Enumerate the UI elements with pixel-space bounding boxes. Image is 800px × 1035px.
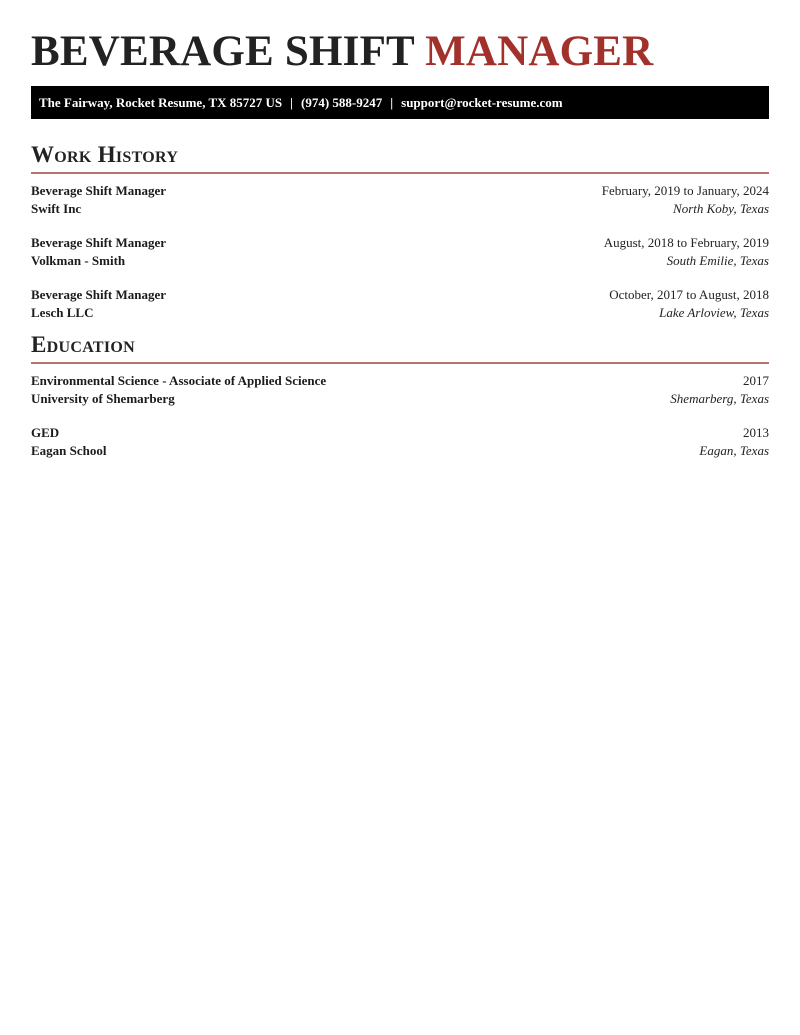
job-title: Beverage Shift Manager	[31, 287, 167, 302]
work-entry	[31, 286, 769, 321]
job-dates: August, 2018 to February, 2019	[603, 235, 769, 250]
section-divider	[31, 362, 769, 364]
work-history-section	[31, 141, 769, 321]
school-location: Shemarberg, Texas	[670, 390, 769, 406]
contact-separator: |	[390, 95, 394, 110]
title-accent: MANAGER	[425, 28, 654, 75]
job-title: Beverage Shift Manager	[31, 183, 167, 198]
section-divider	[31, 172, 769, 174]
work-entry	[31, 234, 769, 269]
graduation-year: 2017	[743, 373, 769, 388]
school-location: Eagan, Texas	[699, 442, 769, 458]
school-name: Eagan School	[31, 442, 107, 458]
contact-phone: (974) 588-9247	[301, 95, 383, 110]
school-name: University of Shemarberg	[31, 390, 175, 406]
job-title: Beverage Shift Manager	[31, 235, 167, 250]
degree-name: GED	[31, 425, 60, 440]
title-main: BEVERAGE SHIFT	[31, 28, 415, 75]
company-name: Swift Inc	[31, 200, 82, 216]
job-dates: October, 2017 to August, 2018	[609, 287, 769, 302]
graduation-year: 2013	[743, 425, 769, 440]
education-entry	[31, 372, 769, 407]
job-location: Lake Arloview, Texas	[659, 304, 769, 320]
resume-title	[31, 28, 769, 76]
company-name: Volkman - Smith	[31, 252, 126, 268]
education-entry	[31, 424, 769, 459]
company-name: Lesch LLC	[31, 304, 94, 320]
contact-separator: |	[290, 95, 294, 110]
job-location: South Emilie, Texas	[666, 252, 769, 268]
contact-address: The Fairway, Rocket Resume, TX 85727 US	[39, 95, 283, 110]
education-section	[31, 331, 769, 459]
contact-email: support@rocket-resume.com	[401, 95, 563, 110]
education-heading: Education	[31, 332, 135, 357]
work-entry	[31, 182, 769, 217]
job-dates: February, 2019 to January, 2024	[601, 183, 769, 198]
job-location: North Koby, Texas	[673, 200, 769, 216]
contact-bar	[31, 86, 769, 119]
degree-name: Environmental Science - Associate of Applied Science	[31, 373, 327, 388]
work-history-heading: Work History	[31, 142, 179, 167]
